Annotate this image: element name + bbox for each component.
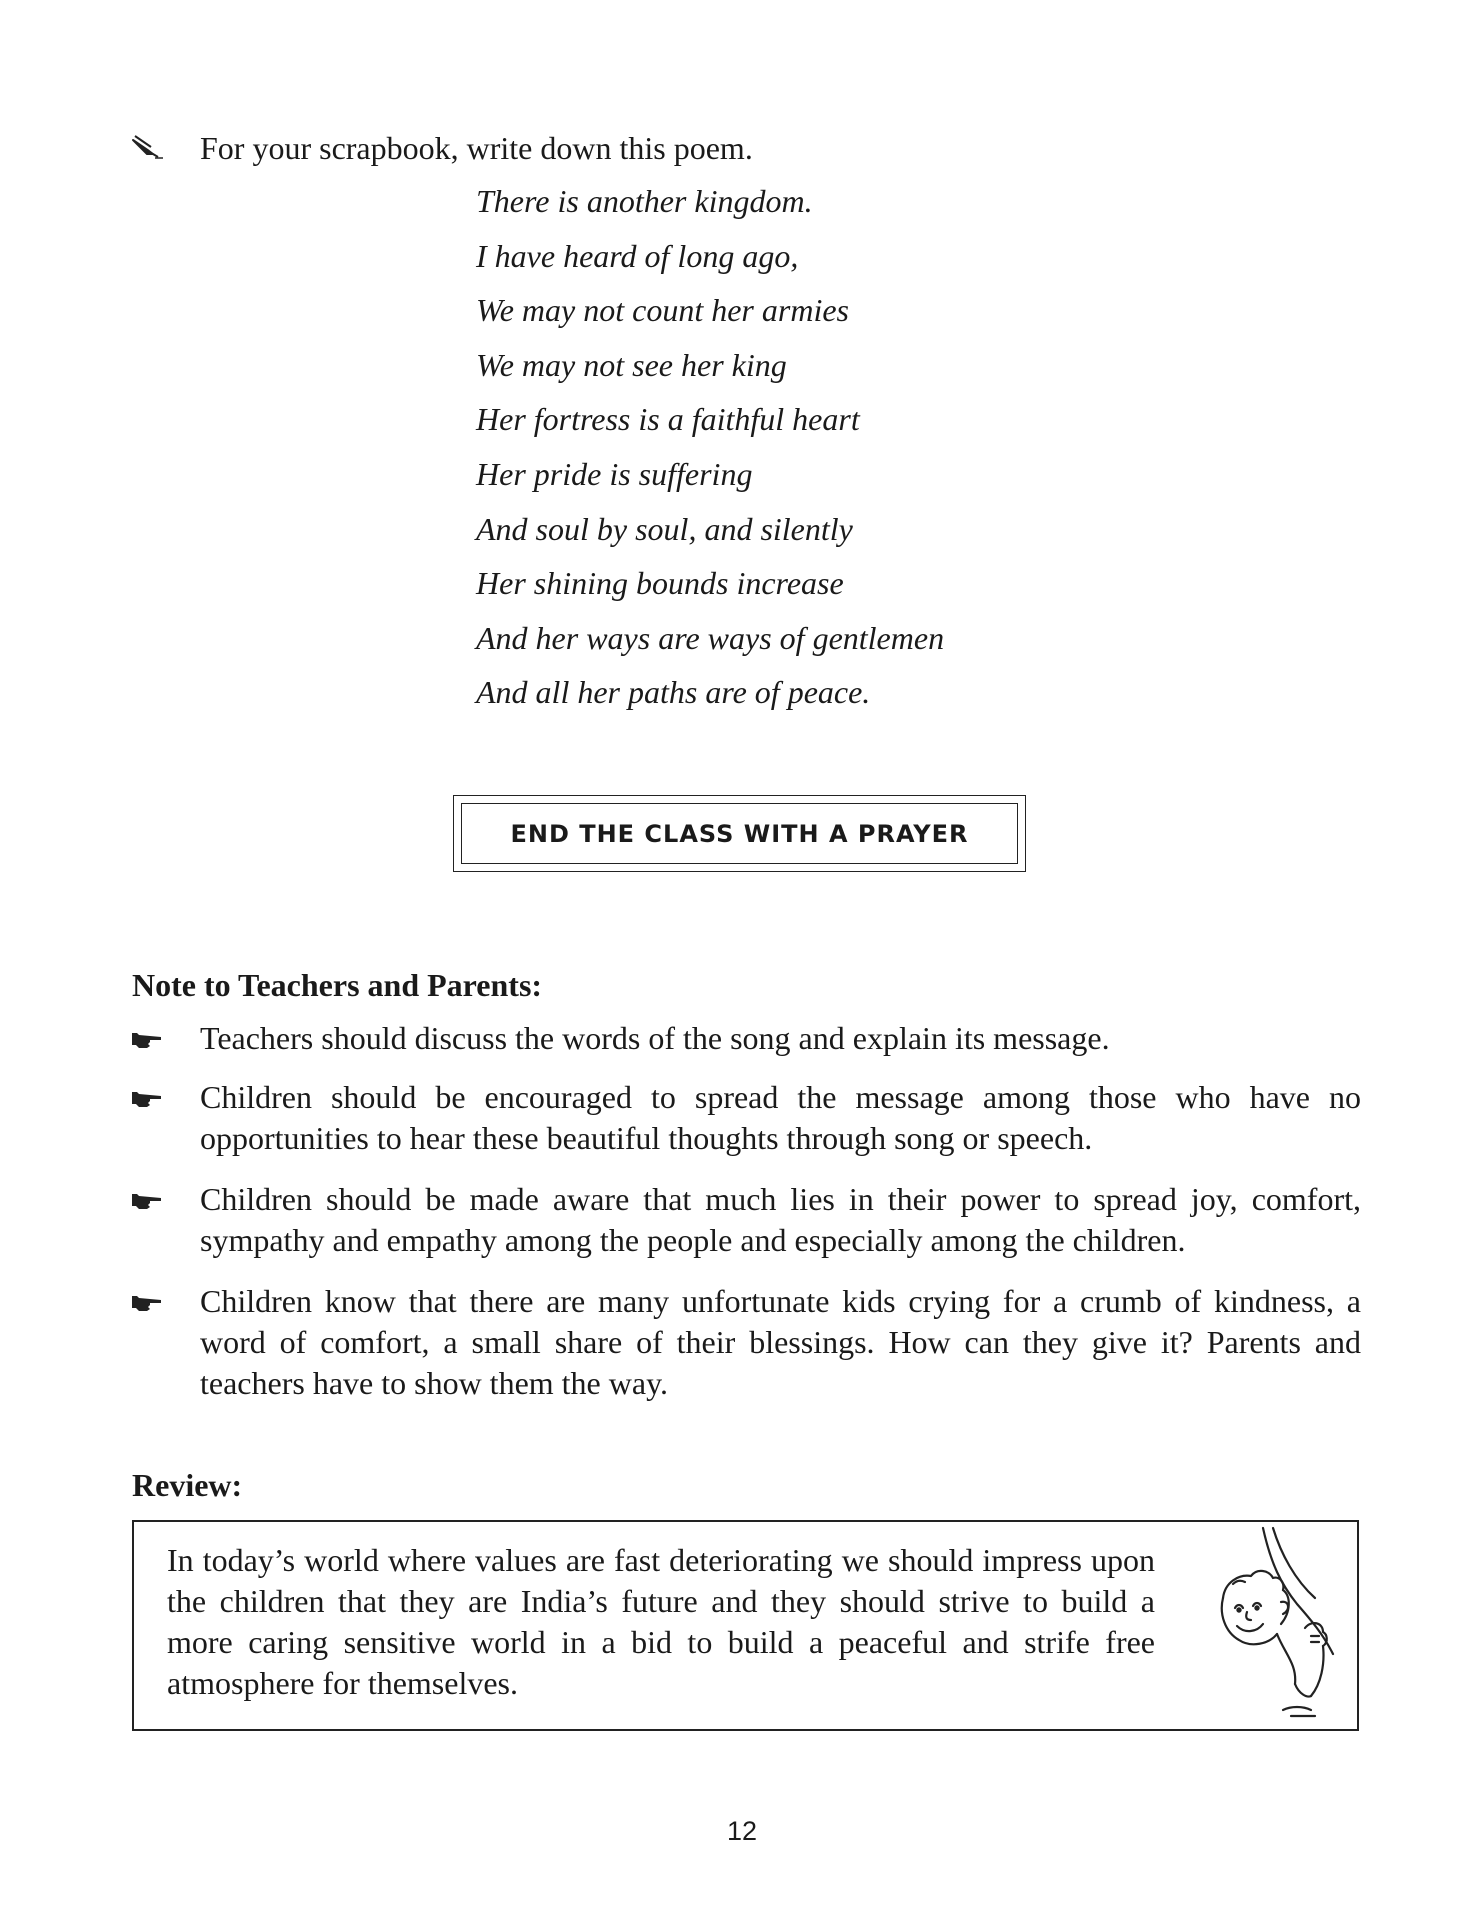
page-number: 12 <box>726 1816 758 1846</box>
pencil-icon <box>131 134 165 160</box>
note-list <box>131 1018 1361 1424</box>
prayer-label: END THE CLASS WITH A PRAYER <box>510 819 969 848</box>
list-item <box>131 1179 1361 1261</box>
note-text: Teachers should discuss the words of the song and explain its message. <box>200 1020 1110 1056</box>
poem-line: And soul by soul, and silently <box>476 510 853 547</box>
scrapbook-instruction: For your scrapbook, write down this poem. <box>200 130 753 166</box>
poem-line: Her pride is suffering <box>476 455 753 492</box>
poem-line: We may not count her armies <box>476 292 849 329</box>
review-heading: Review: <box>132 1467 243 1503</box>
poem-line: We may not see her king <box>476 346 787 383</box>
note-heading: Note to Teachers and Parents: <box>132 967 543 1003</box>
poem-line: I have heard of long ago, <box>476 237 799 274</box>
prayer-box-inner <box>461 803 1018 864</box>
pointing-hand-icon <box>131 1292 163 1312</box>
poem-line: Her fortress is a faithful heart <box>476 401 860 438</box>
pointing-hand-icon <box>131 1029 163 1049</box>
poem-line: There is another kingdom. <box>476 183 813 219</box>
list-item <box>131 1281 1361 1404</box>
pointing-hand-icon <box>131 1190 163 1210</box>
review-box <box>132 1520 1359 1731</box>
review-text: In today’s world where values are fast deteriorating we should impress upon the children that they are India’s future and they should strive to build a more caring sensitive world in a bid to build a peaceful and strife free atmosphere for themselves. <box>167 1542 1155 1701</box>
poem-line: And her ways are ways of gentlemen <box>476 619 945 656</box>
note-text: Children should be encouraged to spread the message among those who have no opportunities to hear these beautiful thoughts through song or speech. <box>200 1079 1361 1156</box>
poem <box>476 178 944 724</box>
poem-line: And all her paths are of peace. <box>476 674 871 711</box>
poem-line: Her shining bounds increase <box>476 565 844 602</box>
prayer-box <box>453 795 1026 872</box>
list-item <box>131 1018 1361 1059</box>
note-text: Children should be made aware that much lies in their power to spread joy, comfort, sympathy and empathy among the people and especially among the children. <box>200 1181 1361 1258</box>
note-text: Children know that there are many unfortunate kids crying for a crumb of kindness, a word of comfort, a small share of their blessings. How can they give it? Parents and teachers have to show them the way. <box>200 1283 1361 1401</box>
pointing-hand-icon <box>131 1088 163 1108</box>
boy-peeking-illustration <box>1211 1524 1351 1724</box>
list-item <box>131 1077 1361 1159</box>
